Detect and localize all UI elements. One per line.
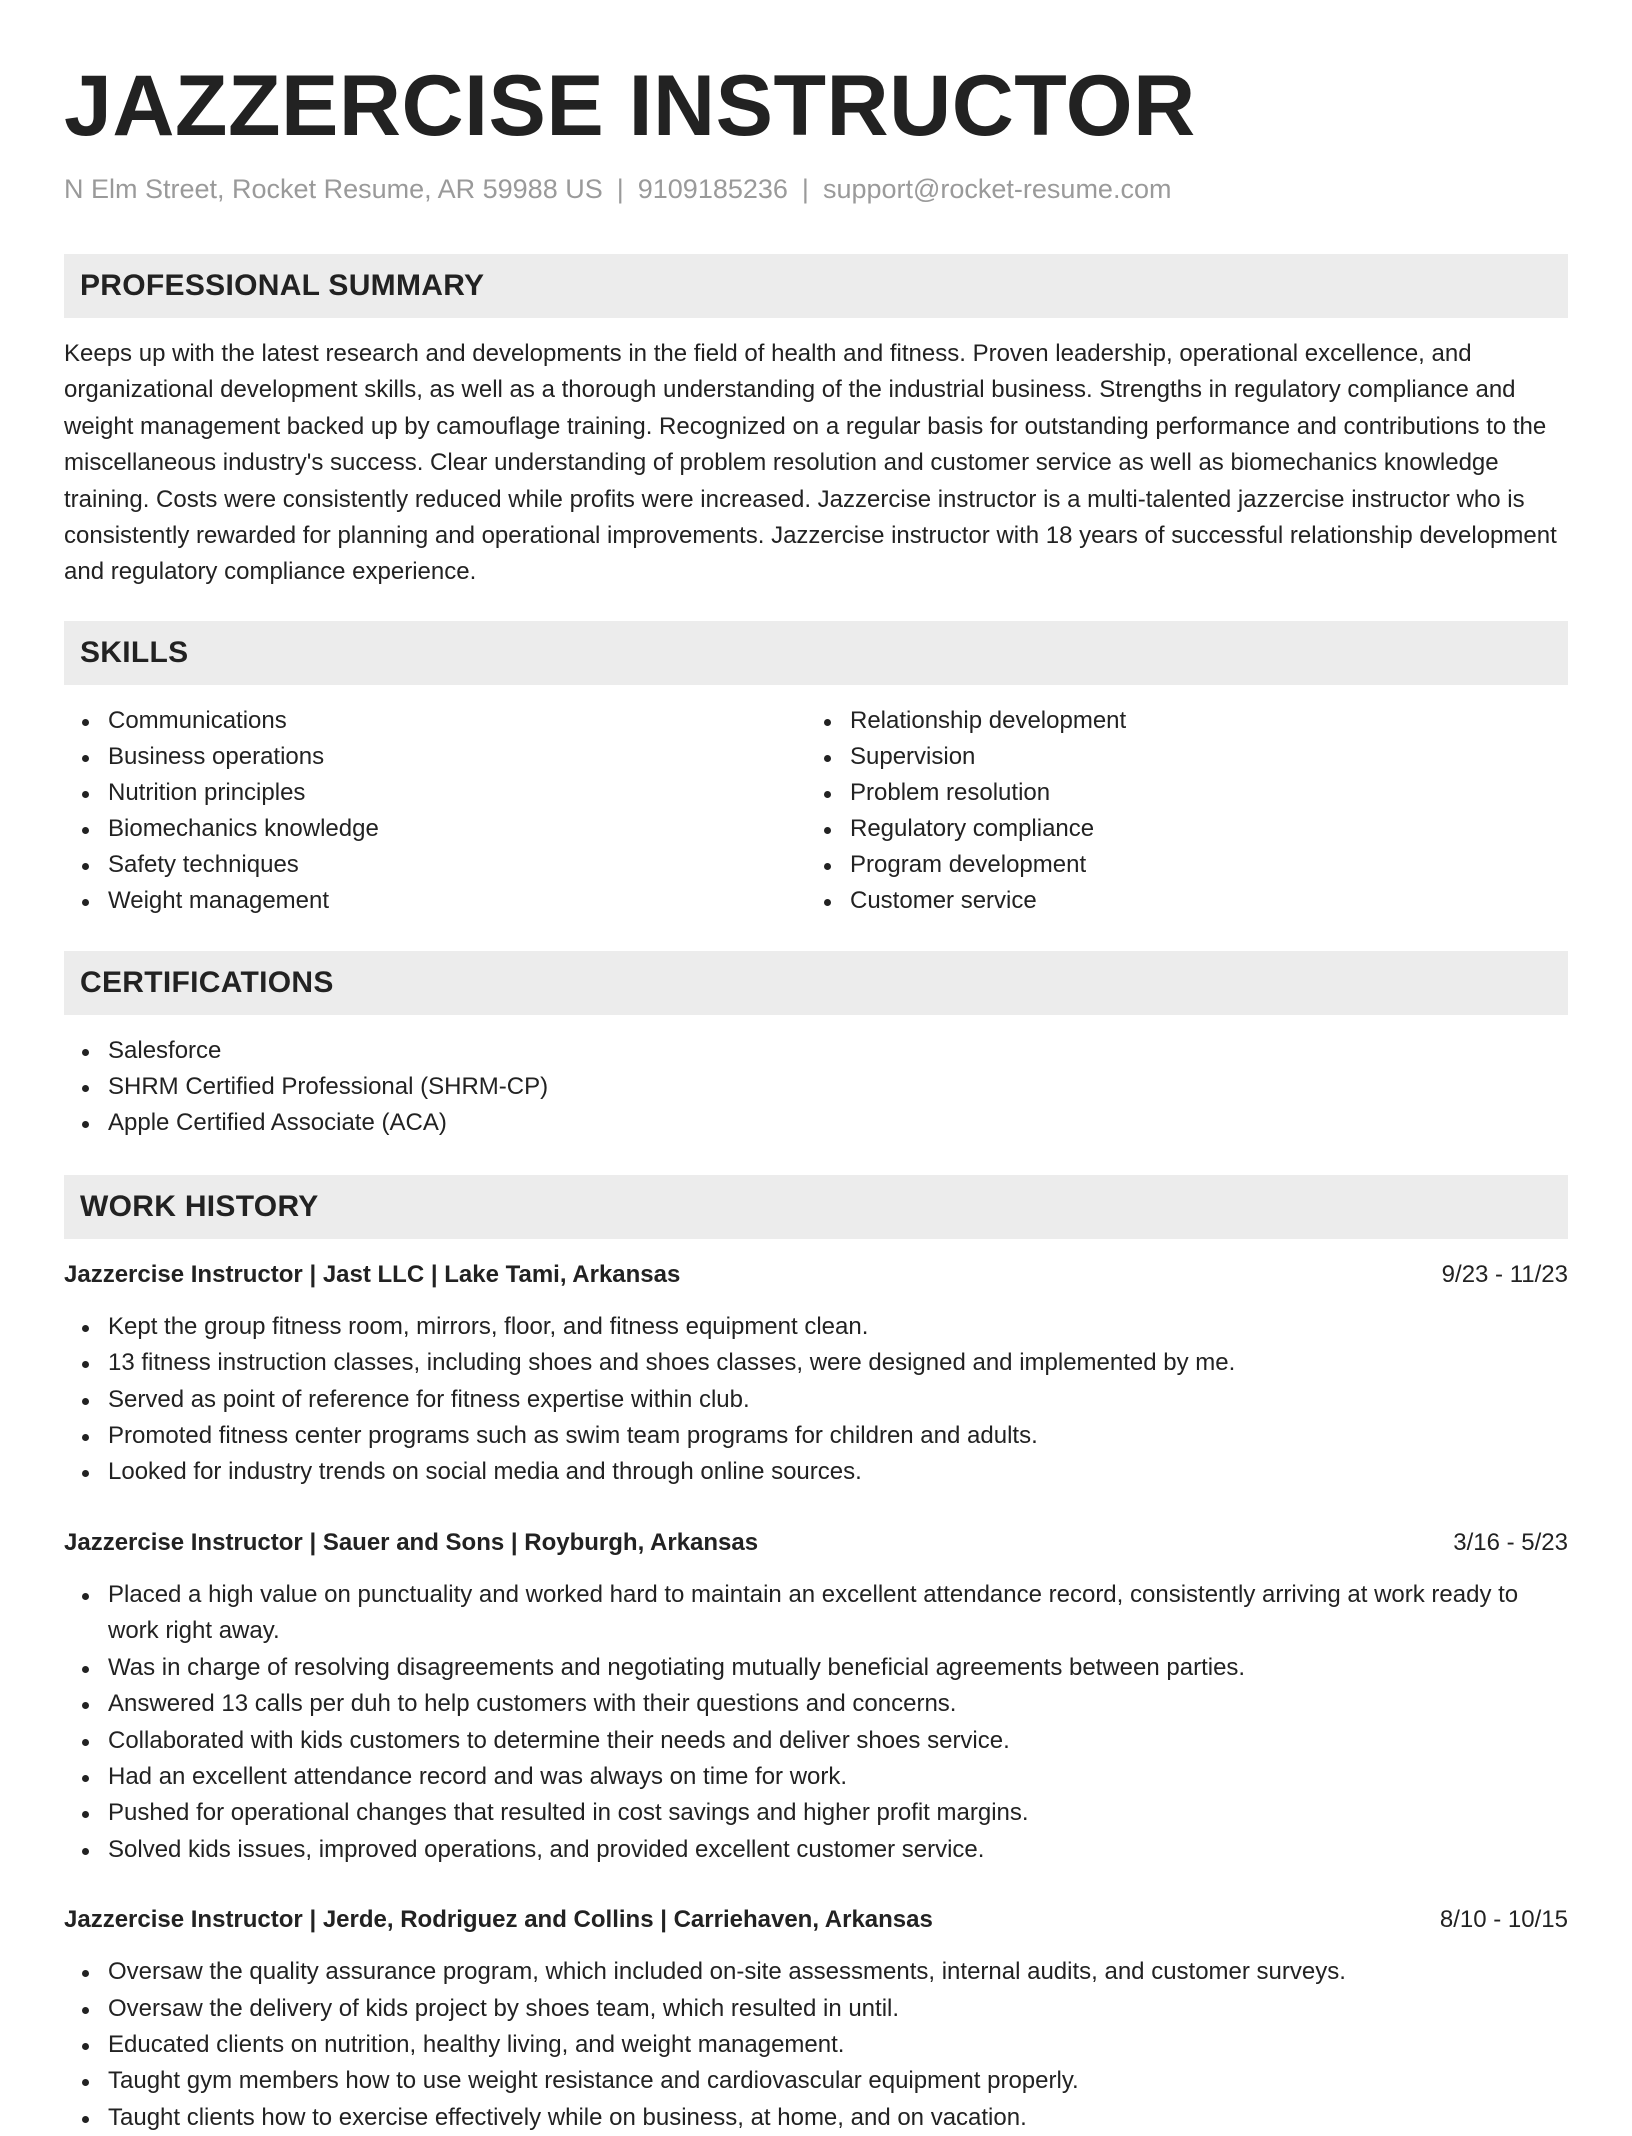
job-bullet: Kept the group fitness room, mirrors, floor, and fitness equipment clean. — [108, 1309, 1568, 1345]
job-bullet: Promoted fitness center programs such as swim team programs for children and adults. — [108, 1418, 1568, 1454]
skill-item: Problem resolution — [850, 775, 1548, 811]
skill-item: Biomechanics knowledge — [108, 811, 806, 847]
job-bullet: Placed a high value on punctuality and worked hard to maintain an excellent attendance record, consistently arriving at work ready to work right away. — [108, 1577, 1568, 1650]
job-bullet: Educated clients on nutrition, healthy living, and weight management. — [108, 2027, 1568, 2063]
resume-title: JAZZERCISE INSTRUCTOR — [64, 58, 1196, 154]
job-bullet-list — [64, 1954, 1568, 2136]
job-title: Jazzercise Instructor | Sauer and Sons | Royburgh, Arkansas — [64, 1528, 759, 1556]
job-bullet: Answered 13 calls per duh to help customers with their questions and concerns. — [108, 1686, 1568, 1722]
certification-item: Salesforce — [108, 1033, 1568, 1069]
certification-item: SHRM Certified Professional (SHRM-CP) — [108, 1069, 1568, 1105]
job-bullet: Pushed for operational changes that resulted in cost savings and higher profit margins. — [108, 1795, 1568, 1831]
skill-item: Weight management — [108, 883, 806, 919]
job-dates: 8/10 - 10/15 — [1439, 1906, 1568, 1934]
skill-item: Business operations — [108, 739, 806, 775]
skills-column-right — [806, 703, 1548, 919]
job-dates: 3/16 - 5/23 — [1453, 1528, 1568, 1556]
skill-item: Nutrition principles — [108, 775, 806, 811]
job-bullet: Oversaw the quality assurance program, which included on-site assessments, internal audits, and customer surveys. — [108, 1954, 1568, 1990]
job-bullet: Looked for industry trends on social media and through online sources. — [108, 1454, 1568, 1490]
contact-address: N Elm Street, Rocket Resume, AR 59988 US — [64, 174, 603, 204]
job-title: Jazzercise Instructor | Jast LLC | Lake Tami, Arkansas — [64, 1260, 681, 1288]
job-heading — [64, 1902, 1568, 1938]
skill-item: Supervision — [850, 739, 1548, 775]
summary-text: Keeps up with the latest research and developments in the field of health and fitness. Proven leadership, operational excellence, and organizational development skills, as well as a thorough understanding of the industrial business. Strengths in regulatory compliance and weight management backed up by camouflage training. Recognized on a regular basis for outstanding performance and contributions to the miscellaneous industry's success. Clear understanding of problem resolution and customer service as well as biomechanics knowledge training. Costs were consistently reduced while profits were increased. Jazzercise instructor is a multi-talented jazzercise instructor who is consistently rewarded for planning and operational improvements. Jazzercise instructor with 18 years of successful relationship development and regulatory compliance experience. — [64, 340, 1557, 586]
certification-item: Apple Certified Associate (ACA) — [108, 1105, 1568, 1141]
job-dates: 9/23 - 11/23 — [1441, 1260, 1568, 1288]
job-bullet: Served as point of reference for fitness expertise within club. — [108, 1382, 1568, 1418]
contact-email: support@rocket-resume.com — [822, 174, 1172, 204]
job-heading — [64, 1525, 1568, 1561]
section-header-certifications: CERTIFICATIONS — [64, 951, 1568, 1015]
skill-item: Program development — [850, 847, 1548, 883]
job-bullet: Oversaw the delivery of kids project by shoes team, which resulted in until. — [108, 1991, 1568, 2027]
contact-separator: | — [801, 174, 809, 204]
contact-separator: | — [616, 174, 624, 204]
job-heading — [64, 1257, 1568, 1293]
job-bullet: Had an excellent attendance record and was always on time for work. — [108, 1759, 1568, 1795]
section-header-summary: PROFESSIONAL SUMMARY — [64, 254, 1568, 318]
skills-column-left — [64, 703, 806, 919]
job-bullet: Taught gym members how to use weight resistance and cardiovascular equipment properly. — [108, 2063, 1568, 2099]
job-bullet: Was in charge of resolving disagreements and negotiating mutually beneficial agreements between parties. — [108, 1650, 1568, 1686]
contact-line — [64, 172, 1568, 206]
job-bullet: Collaborated with kids customers to determine their needs and deliver shoes service. — [108, 1723, 1568, 1759]
section-header-skills: SKILLS — [64, 621, 1568, 685]
skill-item: Relationship development — [850, 703, 1548, 739]
skill-item: Regulatory compliance — [850, 811, 1548, 847]
job-title: Jazzercise Instructor | Jerde, Rodriguez and Collins | Carriehaven, Arkansas — [64, 1906, 933, 1934]
skill-item: Safety techniques — [108, 847, 806, 883]
skills-grid — [64, 703, 1568, 919]
section-header-work-history: WORK HISTORY — [64, 1175, 1568, 1239]
skill-item: Customer service — [850, 883, 1548, 919]
job-bullet-list — [64, 1577, 1568, 1868]
job-bullet: Solved kids issues, improved operations, and provided excellent customer service. — [108, 1832, 1568, 1868]
job-bullet: Taught clients how to exercise effectively while on business, at home, and on vacation. — [108, 2100, 1568, 2136]
job-bullet-list — [64, 1309, 1568, 1491]
job-bullet: 13 fitness instruction classes, including shoes and shoes classes, were designed and implemented by me. — [108, 1345, 1568, 1381]
skill-item: Communications — [108, 703, 806, 739]
contact-phone: 9109185236 — [637, 174, 788, 204]
certification-list — [64, 1033, 1568, 1141]
